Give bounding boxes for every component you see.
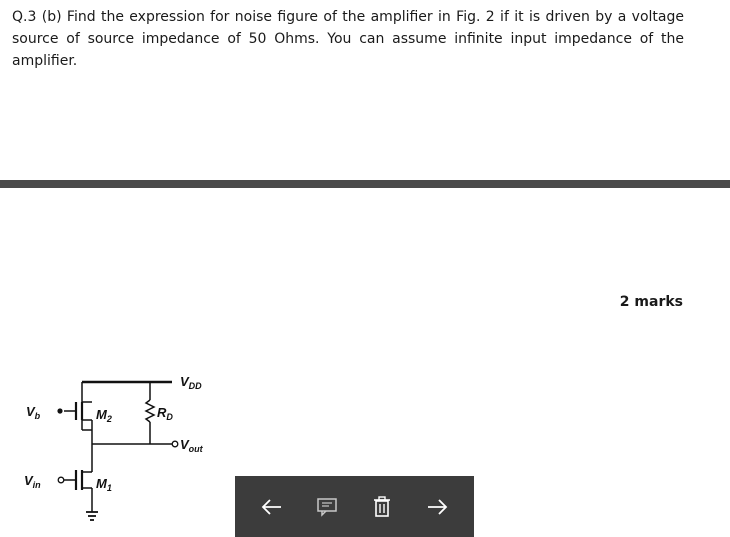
image-toolbar [235,476,474,537]
vdd-label: $V_{DD}$ [180,374,202,391]
arrow-left-icon [261,499,283,515]
vb-label: $V_b$ [26,404,41,421]
trash-icon [372,496,392,518]
back-button[interactable] [253,488,291,526]
m2-label: $M_2$ [96,407,112,424]
vin-label: $V_{in}$ [24,473,41,490]
m1-label: $M_1$ [96,476,112,493]
arrow-right-icon [426,499,448,515]
circuit-diagram [20,362,220,530]
question-text: Q.3 (b) Find the expression for noise figure of the amplifier in Fig. 2 if it is driven by a voltage source of source impedance of 50 Ohms. You can assume infinite input impedance of the amplifier. [12,9,684,69]
comment-button[interactable] [308,488,346,526]
vout-label: $V_{out}$ [180,437,203,454]
marks-label: 2 marks [619,294,683,310]
section-divider [0,180,730,188]
delete-button[interactable] [363,488,401,526]
rd-label: $R_D$ [157,405,173,422]
comment-icon [316,497,338,517]
forward-button[interactable] [418,488,456,526]
